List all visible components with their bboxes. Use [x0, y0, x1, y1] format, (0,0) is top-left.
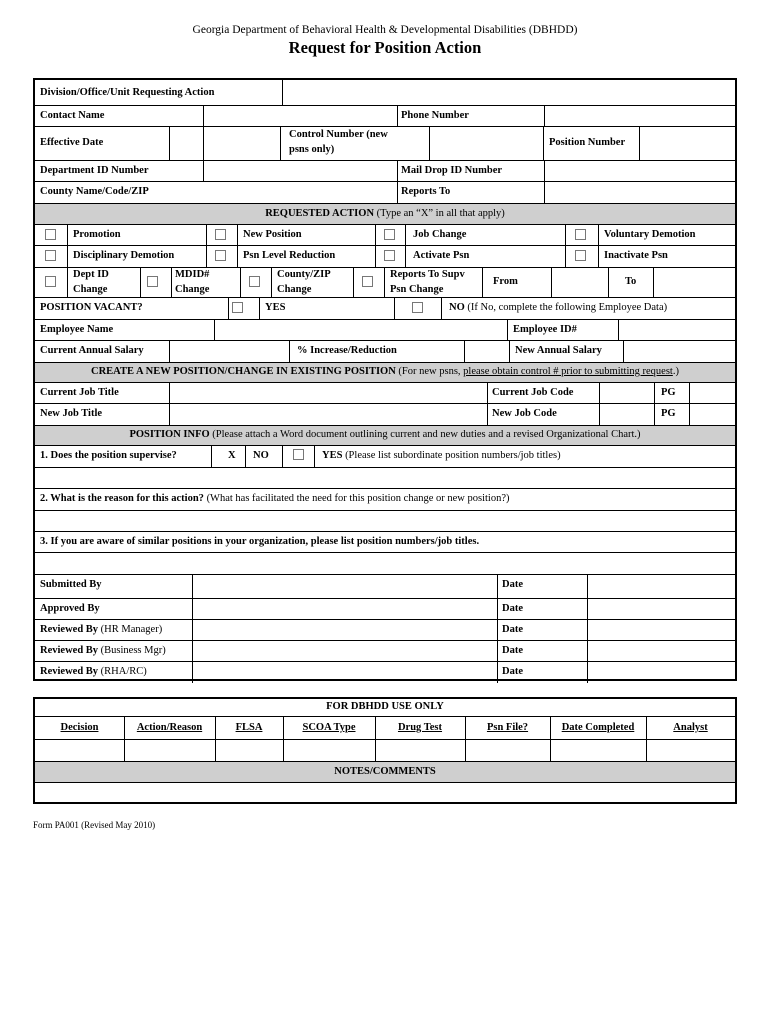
mdid-change-label: Change	[175, 284, 210, 295]
reviewed-rha-date-label: Date	[502, 666, 523, 677]
current-pg-label: PG	[661, 387, 676, 398]
mail-drop-id-label: Mail Drop ID Number	[401, 165, 503, 176]
col-analyst: Analyst	[673, 722, 708, 733]
phone-number-label: Phone Number	[401, 110, 469, 121]
form-footer: Form PA001 (Revised May 2010)	[33, 820, 156, 830]
employee-name-label: Employee Name	[40, 324, 114, 335]
disciplinary-demotion-label: Disciplinary Demotion	[73, 250, 175, 261]
create-position-note-suffix: .)	[672, 366, 679, 377]
hr-manager-note: (HR Manager)	[100, 624, 163, 635]
vacant-no-checkbox[interactable]	[412, 302, 423, 313]
reviewed-business-group	[40, 645, 166, 657]
q2-note: (What has facilitated the need for this position change or new position?)	[206, 493, 510, 504]
voluntary-demotion-checkbox[interactable]	[575, 229, 586, 240]
psn-level-reduction-checkbox[interactable]	[215, 250, 226, 261]
submitted-date-label: Date	[502, 579, 523, 590]
approved-by-label: Approved By	[40, 603, 100, 614]
from-label: From	[493, 276, 518, 287]
q1-label: 1. Does the position supervise?	[40, 450, 177, 461]
dbhdd-use-heading: FOR DBHDD USE ONLY	[326, 701, 444, 712]
contact-name-label: Contact Name	[40, 110, 105, 121]
new-salary-label: New Annual Salary	[515, 345, 602, 356]
dept-id-label: Dept ID	[73, 269, 109, 280]
mdid-change-checkbox[interactable]	[147, 276, 158, 287]
col-scoa-type: SCOA Type	[302, 722, 356, 733]
col-drug-test: Drug Test	[397, 722, 443, 733]
disciplinary-demotion-checkbox[interactable]	[45, 250, 56, 261]
department-id-label: Department ID Number	[40, 165, 149, 176]
rha-rc-note: (RHA/RC)	[100, 666, 147, 677]
reports-supv-change-checkbox[interactable]	[362, 276, 373, 287]
county-label: County Name/Code/ZIP	[40, 186, 149, 197]
dbhdd-use-table	[33, 697, 737, 804]
division-label: Division/Office/Unit Requesting Action	[40, 87, 215, 98]
position-vacant-label: POSITION VACANT?	[40, 302, 143, 313]
reviewed-hr-date-label: Date	[502, 624, 523, 635]
approved-date-label: Date	[502, 603, 523, 614]
q2-group	[40, 493, 510, 505]
reviewed-by-rha-label: Reviewed By	[40, 666, 99, 677]
col-flsa: FLSA	[235, 722, 263, 733]
control-number-link: please obtain control # prior to submitting request	[463, 366, 673, 377]
vacant-yes-label: YES	[265, 302, 286, 313]
promotion-checkbox[interactable]	[45, 229, 56, 240]
effective-date-label: Effective Date	[40, 137, 104, 148]
create-position-note-prefix: (For new psns,	[398, 366, 461, 377]
reviewed-by-hr-label: Reviewed By	[40, 624, 99, 635]
increase-label: % Increase/Reduction	[297, 345, 397, 356]
q2-label: 2. What is the reason for this action?	[40, 493, 204, 504]
q3-label: 3. If you are aware of similar positions in your organization, please list position numbers/job titles.	[40, 536, 480, 547]
voluntary-demotion-label: Voluntary Demotion	[604, 229, 696, 240]
position-info-title: POSITION INFO	[129, 429, 210, 440]
control-number-label-2: psns only)	[289, 144, 335, 155]
col-action-reason: Action/Reason	[136, 722, 203, 733]
vacant-no-note: (If No, complete the following Employee Data)	[467, 302, 668, 313]
current-salary-label: Current Annual Salary	[40, 345, 144, 356]
psn-level-reduction-label: Psn Level Reduction	[243, 250, 336, 261]
reviewed-rha-group	[40, 666, 147, 678]
q1-yes-group	[322, 450, 561, 462]
vacant-no-label: NO	[449, 302, 465, 313]
col-decision: Decision	[60, 722, 99, 733]
reports-supv-change-label: Psn Change	[390, 284, 444, 295]
position-info-heading	[35, 429, 735, 441]
vacant-yes-checkbox[interactable]	[232, 302, 243, 313]
create-position-title: CREATE A NEW POSITION/CHANGE IN EXISTING POSITION	[91, 366, 396, 377]
position-info-note: (Please attach a Word document outlining current and new duties and a revised Organizational Chart.)	[212, 429, 641, 440]
col-date-completed: Date Completed	[561, 722, 635, 733]
q1-x-mark: X	[228, 450, 236, 461]
current-job-code-label: Current Job Code	[492, 387, 574, 398]
reviewed-by-business-label: Reviewed By	[40, 645, 99, 656]
requested-action-note: (Type an “X” in all that apply)	[376, 208, 505, 219]
dept-id-change-checkbox[interactable]	[45, 276, 56, 287]
new-position-checkbox[interactable]	[215, 229, 226, 240]
requested-action-title: REQUESTED ACTION	[265, 208, 375, 219]
reviewed-hr-group	[40, 624, 162, 636]
new-job-title-label: New Job Title	[40, 408, 103, 419]
mdid-label: MDID#	[175, 269, 210, 280]
col-psn-file: Psn File?	[486, 722, 529, 733]
control-number-label: Control Number (new	[289, 129, 388, 140]
new-pg-label: PG	[661, 408, 676, 419]
position-number-label: Position Number	[549, 137, 626, 148]
submitted-by-label: Submitted By	[40, 579, 102, 590]
create-position-heading	[35, 366, 735, 378]
q1-yes-checkbox[interactable]	[293, 449, 304, 460]
activate-psn-checkbox[interactable]	[384, 250, 395, 261]
q1-no-label: NO	[253, 450, 269, 461]
request-form	[33, 78, 737, 681]
requested-action-heading	[35, 208, 735, 220]
vacant-no-group	[449, 302, 667, 314]
business-mgr-note: (Business Mgr)	[100, 645, 166, 656]
q1-yes-note: (Please list subordinate position numbers/job titles)	[345, 450, 561, 461]
notes-comments-heading: NOTES/COMMENTS	[334, 766, 436, 777]
to-label: To	[625, 276, 637, 287]
dept-id-change-label: Change	[73, 284, 108, 295]
reports-supv-label: Reports To Supv	[390, 269, 465, 280]
county-zip-change-checkbox[interactable]	[249, 276, 260, 287]
current-job-title-label: Current Job Title	[40, 387, 119, 398]
promotion-label: Promotion	[73, 229, 121, 240]
job-change-label: Job Change	[413, 229, 467, 240]
county-zip-label: County/ZIP	[277, 269, 331, 280]
q1-yes-label: YES	[322, 450, 343, 461]
agency-name: Georgia Department of Behavioral Health & Developmental Disabilities (DBHDD)	[192, 24, 578, 36]
reviewed-business-date-label: Date	[502, 645, 523, 656]
page-title: Request for Position Action	[288, 38, 482, 57]
new-job-code-label: New Job Code	[492, 408, 557, 419]
county-zip-change-label: Change	[277, 284, 312, 295]
new-position-label: New Position	[243, 229, 302, 240]
employee-id-label: Employee ID#	[513, 324, 577, 335]
activate-psn-label: Activate Psn	[413, 250, 470, 261]
job-change-checkbox[interactable]	[384, 229, 395, 240]
inactivate-psn-label: Inactivate Psn	[604, 250, 668, 261]
inactivate-psn-checkbox[interactable]	[575, 250, 586, 261]
reports-to-label: Reports To	[401, 186, 451, 197]
